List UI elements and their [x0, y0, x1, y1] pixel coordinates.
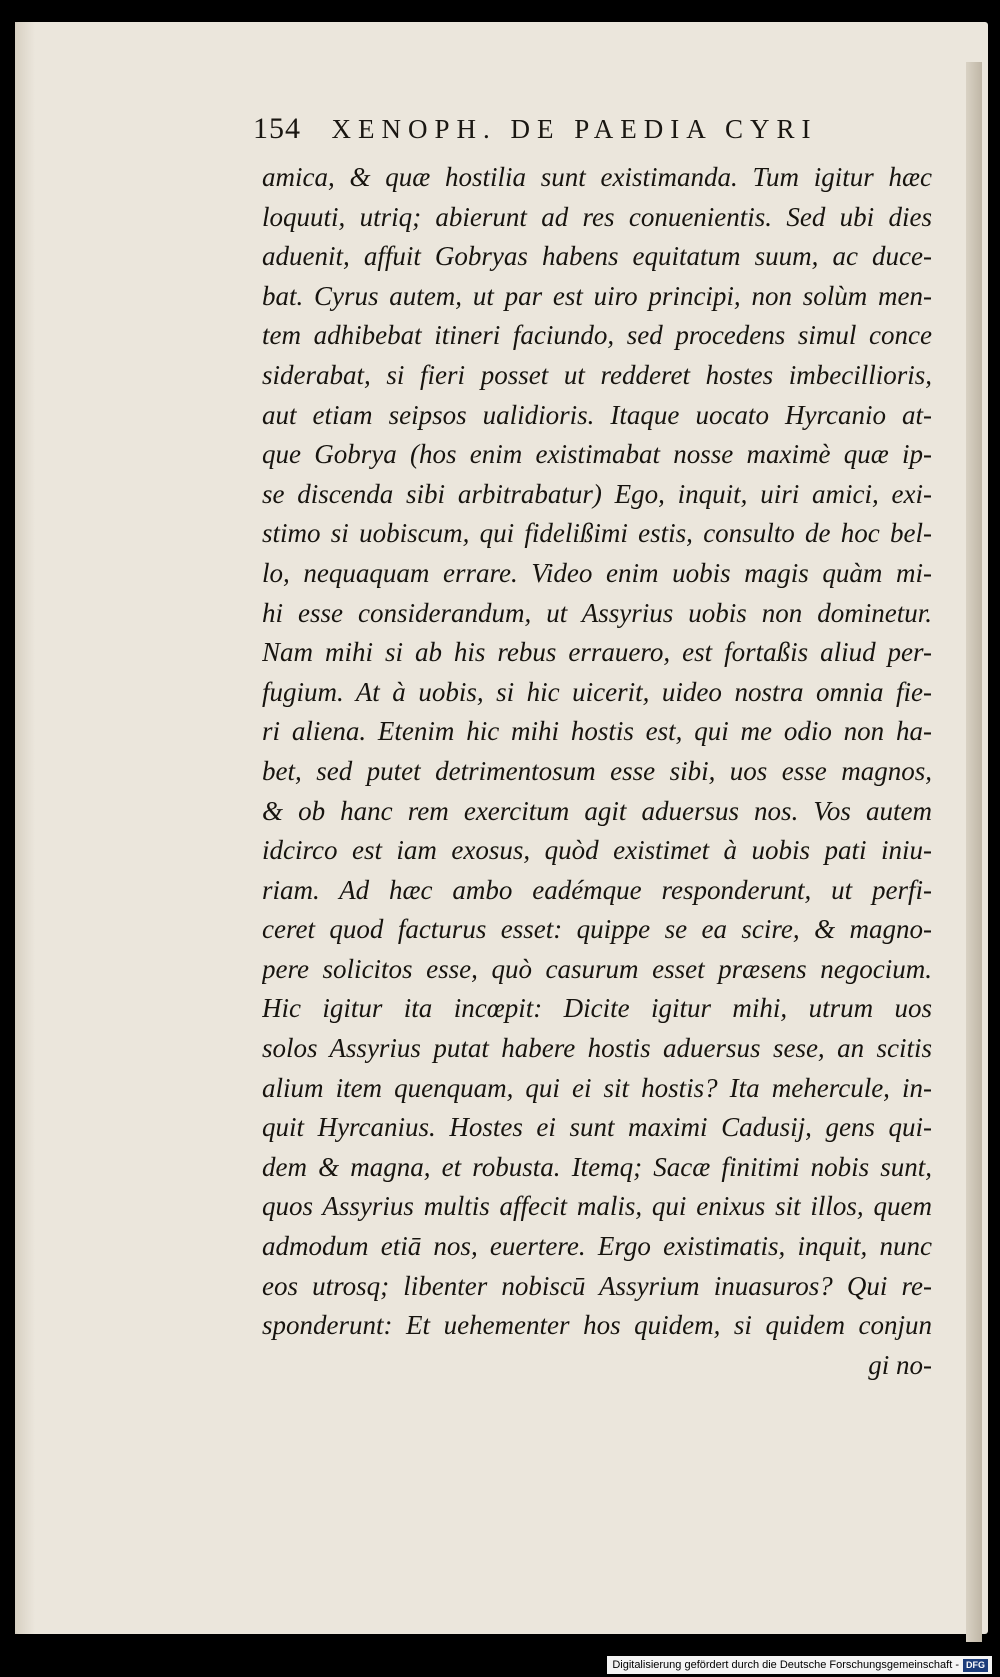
text-line: solos Assyrius putat habere hostis aduersus sese, an scitis — [262, 1033, 932, 1064]
body-text — [262, 158, 932, 1385]
running-title: XENOPH. DE PAEDIA CYRI — [331, 114, 818, 144]
text-line: tem adhibebat itineri faciundo, sed procedens simul conce — [262, 320, 932, 351]
running-header — [253, 112, 943, 158]
dfg-logo: DFG — [963, 1659, 988, 1672]
text-line: quit Hyrcanius. Hostes ei sunt maximi Cadusij, gens qui- — [262, 1112, 932, 1143]
text-line: idcirco est iam exosus, quòd existimet à uobis pati iniu- — [262, 835, 932, 866]
text-line: & ob hanc rem exercitum agit aduersus nos. Vos autem — [262, 795, 932, 826]
text-line: aduenit, affuit Gobryas habens equitatum suum, ac duce- — [262, 241, 932, 272]
text-line: aut etiam seipsos ualidioris. Itaque uocato Hyrcanio at- — [262, 399, 932, 430]
text-line: fugium. At à uobis, si hic uicerit, uideo nostra omnia fie- — [262, 676, 932, 707]
text-line: sponderunt: Et uehementer hos quidem, si quidem conjun — [262, 1310, 932, 1341]
footer-bar — [0, 1653, 1000, 1677]
catchword: gi no- — [868, 1349, 932, 1380]
page-fore-edge — [966, 62, 982, 1642]
text-line: dem & magna, et robusta. Itemq; Sacæ finitimi nobis sunt, — [262, 1151, 932, 1182]
text-line: riam. Ad hæc ambo eadémque responderunt, ut perfi- — [262, 874, 932, 905]
text-line: pere solicitos esse, quò casurum esset præsens negocium. — [262, 953, 932, 984]
text-line: quos Assyrius multis affecit malis, qui enixus sit illos, quem — [262, 1191, 932, 1222]
text-line: bat. Cyrus autem, ut par est uiro principi, non solùm men- — [262, 280, 932, 311]
text-line: amica, & quæ hostilia sunt existimanda. Tum igitur hæc — [262, 162, 932, 192]
text-line: lo, nequaquam errare. Video enim uobis magis quàm mi- — [262, 557, 932, 588]
text-line: ri aliena. Etenim hic mihi hostis est, qui me odio non ha- — [262, 716, 932, 747]
page-gutter-shadow — [15, 22, 35, 1634]
text-line: loquuti, utriq; abierunt ad res conuenientis. Sed ubi dies — [262, 201, 932, 232]
text-line: bet, sed putet detrimentosum esse sibi, uos esse magnos, — [262, 755, 932, 786]
text-line: Nam mihi si ab his rebus errauero, est fortaßis aliud per- — [262, 637, 932, 668]
text-line: hi esse considerandum, ut Assyrius uobis non dominetur. — [262, 597, 932, 628]
text-line: que Gobrya (hos enim existimabat nosse maximè quæ ip- — [262, 439, 932, 470]
funding-credit — [607, 1656, 992, 1674]
text-line: Hic igitur ita incœpit: Dicite igitur mihi, utrum uos — [262, 993, 932, 1024]
text-line: eos utrosq; libenter nobiscū Assyrium inuasuros? Qui re- — [262, 1270, 932, 1301]
text-line: se discenda sibi arbitrabatur) Ego, inquit, uiri amici, exi- — [262, 478, 932, 509]
text-line: alium item quenquam, qui ei sit hostis? Ita mehercule, in- — [262, 1072, 932, 1103]
text-line: stimo si uobiscum, qui fidelißimi estis, consulto de hoc bel- — [262, 518, 932, 549]
text-line: ceret quod facturus esset: quippe se ea scire, & magno- — [262, 914, 932, 945]
text-line: admodum etiā nos, euertere. Ergo existimatis, inquit, nunc — [262, 1231, 932, 1262]
page-number: 154 — [253, 112, 301, 145]
funding-credit-text: Digitalisierung gefördert durch die Deutsche Forschungsgemeinschaft - — [612, 1659, 959, 1671]
text-line: siderabat, si fieri posset ut redderet hostes imbecillioris, — [262, 359, 932, 390]
